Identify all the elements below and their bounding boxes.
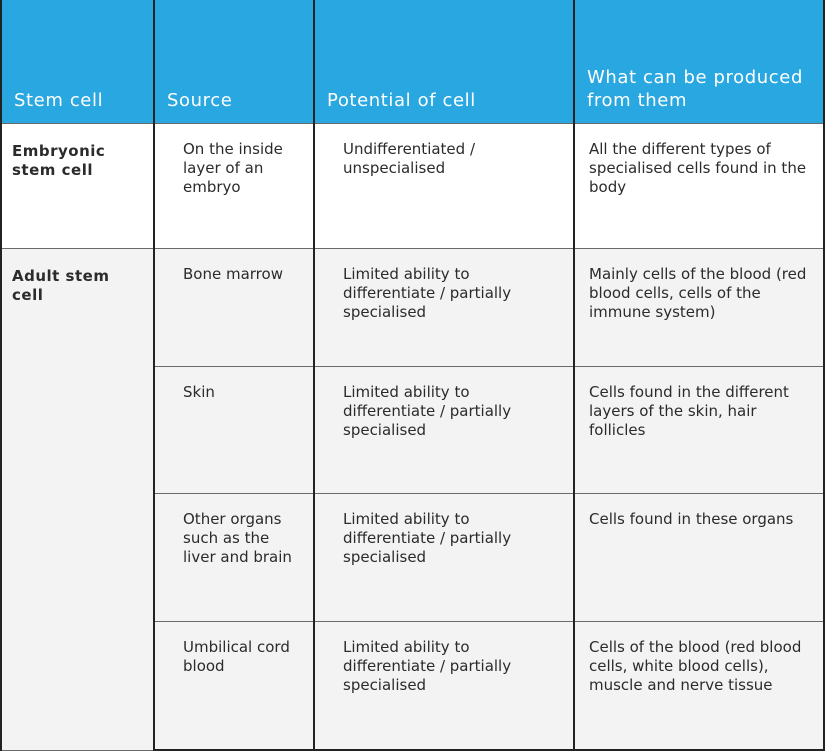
potential-cell: Limited ability to differentiate / partially specialised — [314, 366, 574, 493]
potential-cell: Limited ability to differentiate / partially specialised — [314, 621, 574, 750]
potential-cell: Undifferentiated / unspecialised — [314, 123, 574, 248]
stem-cell-type: Embryonic stem cell — [1, 123, 154, 248]
header-potential: Potential of cell — [314, 0, 574, 123]
produced-cell: Cells of the blood (red blood cells, white blood cells), muscle and nerve tissue — [574, 621, 824, 750]
potential-cell: Limited ability to differentiate / partially specialised — [314, 248, 574, 366]
source-cell: Skin — [154, 366, 314, 493]
source-cell: Bone marrow — [154, 248, 314, 366]
source-cell: Other organs such as the liver and brain — [154, 493, 314, 621]
table-row-bone-marrow — [1, 248, 824, 366]
header-source: Source — [154, 0, 314, 123]
produced-cell: Cells found in these organs — [574, 493, 824, 621]
source-cell: Umbilical cord blood — [154, 621, 314, 750]
produced-cell: All the different types of specialised cells found in the body — [574, 123, 824, 248]
produced-cell: Mainly cells of the blood (red blood cells, cells of the immune system) — [574, 248, 824, 366]
produced-cell: Cells found in the different layers of the skin, hair follicles — [574, 366, 824, 493]
header-produced: What can be produced from them — [574, 0, 824, 123]
header-row — [1, 0, 824, 123]
header-stem-cell: Stem cell — [1, 0, 154, 123]
stem-cell-type: Adult stem cell — [1, 248, 154, 750]
source-cell: On the inside layer of an embryo — [154, 123, 314, 248]
table-row-embryonic — [1, 123, 824, 248]
potential-cell: Limited ability to differentiate / partially specialised — [314, 493, 574, 621]
